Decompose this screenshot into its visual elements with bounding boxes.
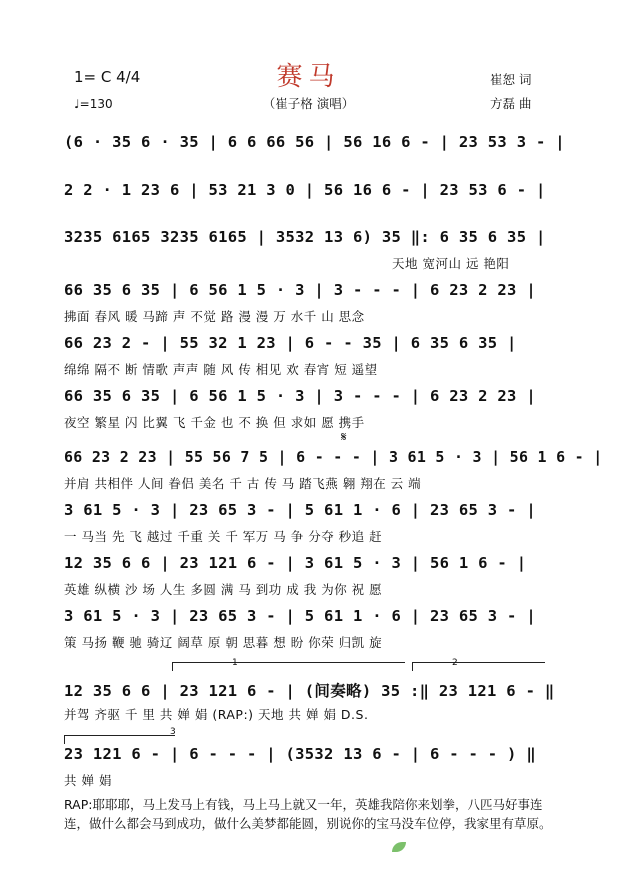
score-row-lyrics: 并驾 齐驱 千 里 共 婵 娟 (RAP:) 天地 共 婵 娟 D.S. <box>64 707 369 722</box>
key-signature: 1= C 4/4 <box>74 68 141 86</box>
score-row-notes: 3 61 5 · 3 | 23 65 3 - | 5 61 1 · 6 | 23 65 3 - | <box>64 501 536 519</box>
tempo-marking: ♩=130 <box>74 97 113 111</box>
score-row-notes: 66 35 6 35 | 6 56 1 5 · 3 | 3 - - - | 6 23 2 23 | <box>64 387 536 405</box>
volta-bracket-2 <box>412 662 545 671</box>
score-row-lyrics: 英雄 纵横 沙 场 人生 多圆 满 马 到功 成 我 为你 祝 愿 <box>64 582 383 597</box>
score-row-notes: 23 121 6 - | 6 - - - | (3532 13 6 - | 6 - - - ) ‖ <box>64 745 536 763</box>
composer-credit: 方磊 曲 <box>490 96 532 111</box>
score-row-lyrics: 策 马扬 鞭 驰 骑辽 阔草 原 朝 思暮 想 盼 你荣 归凯 旋 <box>64 635 383 650</box>
score-row-notes: 3235 6165 3235 6165 | 3532 13 6) 35 ‖: 6 35 6 35 | <box>64 228 546 246</box>
score-row-lyrics: 共 婵 娟 <box>64 773 112 788</box>
singer-credit: （崔子格 演唱） <box>262 96 355 111</box>
score-row-notes: 12 35 6 6 | 23 121 6 - | (间奏略) 35 :‖ 23 121 6 - ‖ <box>64 682 555 700</box>
score-row-lyrics: 夜空 繁星 闪 比翼 飞 千金 也 不 换 但 求如 愿 携手 <box>64 415 365 430</box>
volta-bracket-continuation <box>64 735 175 744</box>
volta-bracket-1 <box>172 662 405 671</box>
rap-lyrics: RAP:耶耶耶，马上发马上有钱，马上马上就又一年，英雄我陪你来划拳，八匹马好事连连，做什么都会马到成功，做什么美梦都能圆，别说你的宝马没车位停，我家里有草原。 <box>64 797 552 831</box>
score-row-notes: 2 2 · 1 23 6 | 53 21 3 0 | 56 16 6 - | 23 53 6 - | <box>64 181 546 199</box>
triplet-number: 3 <box>170 727 176 737</box>
score-row-notes: 3 61 5 · 3 | 23 65 3 - | 5 61 1 · 6 | 23 65 3 - | <box>64 607 536 625</box>
lyricist-credit: 崔恕 词 <box>490 72 532 87</box>
score-row-notes: 66 23 2 23 | 55 56 7 5 | 6 - - - | 3 61 5 · 3 | 56 1 6 - | <box>64 448 603 466</box>
score-row-notes: 66 23 2 - | 55 32 1 23 | 6 - - 35 | 6 35 6 35 | <box>64 334 517 352</box>
score-row-notes: 12 35 6 6 | 23 121 6 - | 3 61 5 · 3 | 56 1 6 - | <box>64 554 527 572</box>
score-row-lyrics: 天地 宽河山 远 艳阳 <box>392 256 510 271</box>
leaf-decoration-icon <box>392 842 406 852</box>
score-row-lyrics: 一 马当 先 飞 越过 千重 关 千 军万 马 争 分夺 秒追 赶 <box>64 529 383 544</box>
score-row-lyrics: 并肩 共相伴 人间 眷侣 美名 千 古 传 马 踏飞燕 翱 翔在 云 端 <box>64 476 422 491</box>
volta-number-2: 2 <box>452 658 458 668</box>
song-title: 赛马 <box>276 62 341 92</box>
score-row-lyrics: 绵绵 隔不 断 情歌 声声 随 风 传 相见 欢 春宵 短 遥望 <box>64 362 378 377</box>
segno-sign: 𝄋 <box>341 430 347 445</box>
score-row-notes: 66 35 6 35 | 6 56 1 5 · 3 | 3 - - - | 6 23 2 23 | <box>64 281 536 299</box>
score-row-notes: (6 · 35 6 · 35 | 6 6 66 56 | 56 16 6 - | 23 53 3 - | <box>64 133 565 151</box>
score-row-lyrics: 拂面 春风 暖 马蹄 声 不觉 路 漫 漫 万 水千 山 思念 <box>64 309 365 324</box>
volta-number-1: 1 <box>232 658 238 668</box>
